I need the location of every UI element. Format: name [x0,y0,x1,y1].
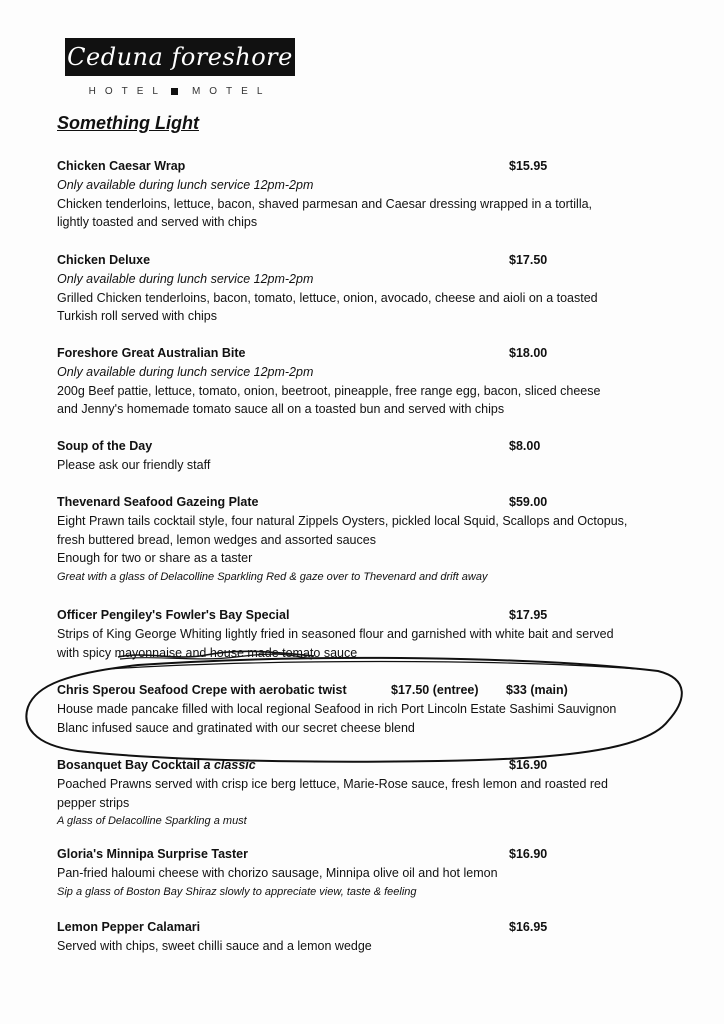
menu-item-seafood-gazeing-plate [57,493,677,586]
item-availability-note: Only available during lunch service 12pm-2pm [57,365,314,379]
item-description-line: House made pancake filled with local regional Seafood in rich Port Lincoln Estate Sashimi Sauvignon [57,702,617,716]
menu-item-minnipa-surprise-taster [57,845,677,901]
logo-sub-motel: MOTEL [191,86,272,97]
item-description-line: Served with chips, sweet chilli sauce and a lemon wedge [57,939,372,953]
item-name: Thevenard Seafood Gazeing Plate [57,495,259,509]
item-description-line: 200g Beef pattie, lettuce, tomato, onion, beetroot, pineapple, free range egg, bacon, sliced cheese [57,383,601,398]
item-price-main: $33 (main) [506,683,568,697]
menu-item-seafood-crepe [57,681,677,737]
item-name: Bosanquet Bay Cocktail [57,758,201,772]
item-description-line: Poached Prawns served with crisp ice berg lettuce, Marie-Rose sauce, fresh lemon and roasted red [57,777,608,791]
item-description-line: lightly toasted and served with chips [57,215,258,230]
menu-item-great-australian-bite [57,344,677,419]
menu-item-bosanquet-bay-cocktail [57,756,677,831]
item-description-line: fresh buttered bread, lemon wedges and assorted sauces [57,532,376,547]
item-wine-pairing: Great with a glass of Delacolline Sparkling Red & gaze over to Thevenard and drift away [57,570,488,583]
hotel-logo [65,38,295,76]
item-name: Chicken Deluxe [57,253,151,267]
item-wine-pairing: Sip a glass of Boston Bay Shiraz slowly to appreciate view, taste & feeling [57,885,417,898]
item-description-line: Grilled Chicken tenderloins, bacon, tomato, lettuce, onion, avocado, cheese and aioli on a toasted [57,290,598,305]
item-name: Gloria's Minnipa Surprise Taster [57,847,248,861]
item-description-line: and Jenny's homemade tomato sauce all on a toasted bun and served with chips [57,402,505,417]
item-description-line: Eight Prawn tails cocktail style, four natural Zippels Oysters, pickled local Squid, Scallops and Octopus, [57,514,628,528]
item-price: $15.95 [509,159,548,173]
menu-item-lemon-pepper-calamari [57,918,677,956]
item-availability-note: Only available during lunch service 12pm-2pm [57,178,314,192]
item-availability-note: Only available during lunch service 12pm-2pm [57,272,314,286]
menu-item-fowlers-bay-special [57,606,677,662]
item-description-line: Enough for two or share as a taster [57,551,253,566]
item-description-line: Chicken tenderloins, lettuce, bacon, shaved parmesan and Caesar dressing wrapped in a tortilla, [57,196,593,211]
item-name: Chicken Caesar Wrap [57,159,186,173]
item-price: $18.00 [509,346,548,360]
item-description-line: Pan-fried haloumi cheese with chorizo sausage, Minnipa olive oil and hot lemon [57,866,498,880]
item-price: $17.50 [509,253,548,267]
item-price: $16.90 [509,847,548,861]
item-description-line: Please ask our friendly staff [57,458,211,472]
item-description-line: Blanc infused sauce and gratinated with our secret cheese blend [57,720,415,735]
item-price: $17.95 [509,608,548,622]
item-description-line: Strips of King George Whiting lightly fried in seasoned flour and garnished with white bait and served [57,627,614,641]
item-price: $16.90 [509,758,548,772]
item-price-entree: $17.50 (entree) [391,683,479,697]
item-name: Foreshore Great Australian Bite [57,346,246,360]
item-name-suffix: a classic [203,758,256,772]
logo-subtitle [65,86,295,97]
item-price: $16.95 [509,920,548,934]
item-price: $8.00 [509,439,541,453]
item-description-line: Turkish roll served with chips [57,309,218,324]
item-price: $59.00 [509,495,548,509]
logo-wordmark: Ceduna foreshore [67,43,293,71]
logo-sub-hotel: HOTEL [88,86,167,97]
item-description-line: pepper strips [57,795,130,810]
item-wine-pairing: A glass of Delacolline Sparkling a must [57,815,247,828]
menu-item-chicken-caesar-wrap [57,157,677,232]
menu-item-chicken-deluxe [57,251,677,326]
menu-item-soup-of-the-day [57,437,677,475]
item-name: Lemon Pepper Calamari [57,920,201,934]
section-title: Something Light [57,113,199,133]
item-description-line: with spicy mayonnaise and house made tomato sauce [57,645,358,660]
item-name: Officer Pengiley's Fowler's Bay Special [57,608,290,622]
logo-separator-square [171,88,178,95]
item-name: Chris Sperou Seafood Crepe with aerobatic twist [57,683,347,697]
item-name: Soup of the Day [57,439,153,453]
